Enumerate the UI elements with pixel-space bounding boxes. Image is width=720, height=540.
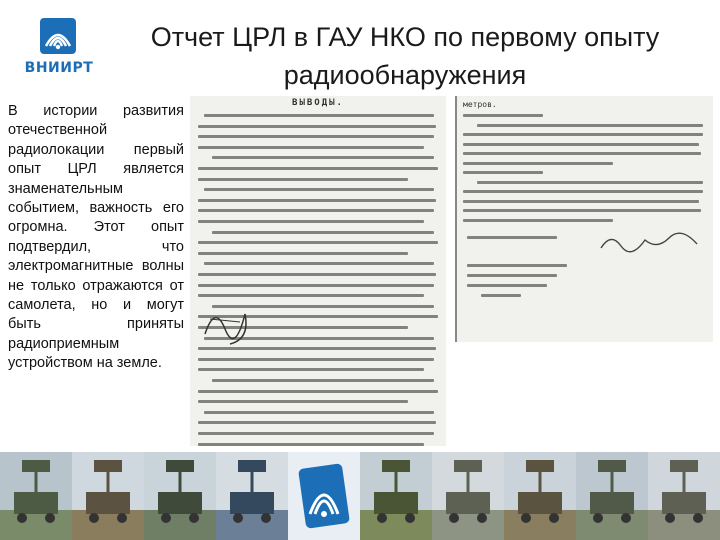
typewriter-line: [463, 152, 701, 155]
vniirt-logo: [14, 16, 104, 78]
typewriter-line: [463, 114, 543, 117]
title-line-1: Отчет ЦРЛ в ГАУ НКО по первому опыту: [150, 22, 660, 52]
photo-radar-tower: [0, 452, 72, 540]
typewriter-line: [198, 252, 408, 255]
typewriter-line: [198, 273, 436, 276]
typewriter-line: [463, 200, 699, 203]
typewriter-line: [463, 133, 703, 136]
typewriter-line: [198, 421, 436, 424]
photo-military-truck: [504, 452, 576, 540]
slide-title: [110, 18, 700, 94]
typewriter-line: [467, 264, 567, 267]
typewriter-line: [198, 358, 434, 361]
typewriter-line: [198, 125, 436, 128]
typewriter-line: [198, 220, 424, 223]
title-line-2: радиообнаружения: [283, 60, 527, 90]
typewriter-line: [463, 219, 613, 222]
typewriter-line: [198, 432, 434, 435]
signature-icon: [200, 294, 260, 354]
typewriter-line: [198, 146, 424, 149]
typewriter-line: [467, 274, 557, 277]
photo-antenna-array: [432, 452, 504, 540]
typewriter-line: [198, 284, 434, 287]
typewriter-line: [477, 124, 703, 127]
typewriter-line: [198, 199, 436, 202]
typewriter-line: [198, 400, 408, 403]
typewriter-line: [467, 284, 547, 287]
typewriter-line: [198, 443, 424, 446]
typewriter-line: [198, 167, 438, 170]
typewriter-line: [463, 162, 613, 165]
typewriter-line: [212, 231, 434, 234]
photo-military-vehicle: [72, 452, 144, 540]
typewriter-line: [463, 143, 699, 146]
typewriter-line: [204, 188, 434, 191]
photo-warship: [216, 452, 288, 540]
typewriter-line: [198, 390, 438, 393]
photo-antenna-mast: [576, 452, 648, 540]
typewriter-line: [198, 209, 434, 212]
typewriter-line: [198, 241, 438, 244]
logo-name: ВНИИРТ: [24, 60, 94, 76]
typewriter-line: [212, 379, 434, 382]
typewriter-line: [463, 171, 543, 174]
typewriter-line: [198, 135, 434, 138]
typewriter-line: [204, 411, 434, 414]
photo-emblem: [288, 452, 360, 540]
typewriter-line: [463, 209, 701, 212]
scanned-document-page-1: [190, 96, 446, 446]
signature-icon: [597, 230, 707, 256]
vniirt-emblem-icon: [38, 16, 78, 56]
document-heading: ВЫВОДЫ.: [292, 98, 344, 108]
photo-strip: [0, 452, 720, 540]
photo-radar-truck: [360, 452, 432, 540]
typewriter-line: [467, 236, 557, 239]
photo-radar-dish: [648, 452, 720, 540]
typewriter-line: [212, 156, 434, 159]
typewriter-line: [198, 178, 408, 181]
scanned-document-page-2: [455, 96, 713, 342]
typewriter-line: [481, 294, 521, 297]
photo-radar-array: [144, 452, 216, 540]
typewriter-line: [204, 114, 434, 117]
body-paragraph: В истории развития отечественной радиолокации первый опыт ЦРЛ является знаменательным событием, важность его огромна. Этот опыт подтвердил, что электромагнитные волны не только отражаются от самолета, но и могут быть приняты радиоприемным устройством на земле.: [8, 103, 184, 372]
typewriter-line: [198, 368, 424, 371]
typewriter-line: [477, 181, 703, 184]
typewriter-line: [463, 190, 703, 193]
document-page2-top: метров.: [463, 100, 497, 109]
typewriter-line: [204, 262, 434, 265]
